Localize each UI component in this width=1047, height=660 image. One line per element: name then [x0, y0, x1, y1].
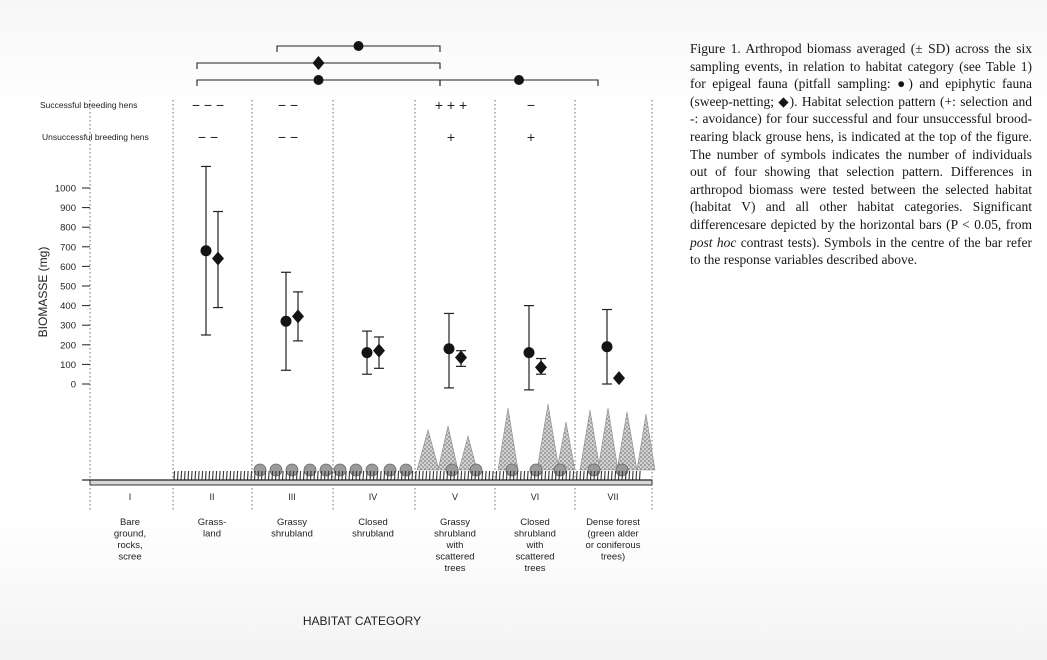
grass-icon — [622, 471, 623, 480]
grass-icon — [209, 471, 210, 480]
grass-icon — [213, 471, 214, 480]
caption-italic-term: post hoc — [690, 234, 737, 250]
grass-icon — [349, 471, 350, 480]
grass-icon — [521, 471, 522, 480]
grass-icon — [216, 471, 217, 480]
grass-icon — [416, 471, 417, 480]
selection-mark: − − — [277, 129, 299, 145]
grass-icon — [577, 471, 578, 480]
tree-icon — [580, 410, 600, 470]
grass-icon — [566, 471, 567, 480]
grass-icon — [230, 471, 231, 480]
grass-icon — [370, 471, 371, 480]
grass-icon — [192, 471, 193, 480]
grass-icon — [262, 471, 263, 480]
grass-icon — [269, 471, 270, 480]
grass-icon — [636, 471, 637, 480]
grass-icon — [573, 471, 574, 480]
category-label: shrubland — [434, 528, 476, 540]
grass-icon — [286, 471, 287, 480]
grass-icon — [290, 471, 291, 480]
category-numeral: II — [209, 492, 215, 502]
grass-icon — [542, 471, 543, 480]
grass-icon — [199, 471, 200, 480]
grass-icon — [549, 471, 550, 480]
grass-icon — [283, 471, 284, 480]
x-axis-title: HABITAT CATEGORY — [302, 614, 422, 628]
grass-icon — [398, 471, 399, 480]
selection-mark: − − — [277, 97, 299, 113]
grass-icon — [181, 471, 182, 480]
selection-mark: + — [446, 129, 456, 145]
grass-icon — [384, 471, 385, 480]
grass-icon — [353, 471, 354, 480]
grass-icon — [451, 471, 452, 480]
data-point-diamond — [292, 309, 304, 323]
grass-icon — [185, 471, 186, 480]
grass-icon — [608, 471, 609, 480]
grass-icon — [496, 471, 497, 480]
grass-icon — [300, 471, 301, 480]
grass-icon — [437, 471, 438, 480]
grass-icon — [640, 471, 641, 480]
grass-icon — [388, 471, 389, 480]
data-point-diamond — [455, 351, 467, 365]
grass-icon — [426, 471, 427, 480]
y-tick-label: 1000 — [54, 183, 76, 195]
grass-icon — [423, 471, 424, 480]
grass-icon — [626, 471, 627, 480]
category-label: shrubland — [514, 528, 556, 540]
grass-icon — [206, 471, 207, 480]
grass-icon — [188, 471, 189, 480]
grass-icon — [241, 471, 242, 480]
grass-icon — [584, 471, 585, 480]
grass-icon — [419, 471, 420, 480]
grass-icon — [328, 471, 329, 480]
tree-icon — [498, 408, 518, 470]
grass-icon — [307, 471, 308, 480]
grass-icon — [405, 471, 406, 480]
grass-icon — [531, 471, 532, 480]
grass-icon — [489, 471, 490, 480]
grass-icon — [363, 471, 364, 480]
grass-icon — [174, 471, 175, 480]
grass-icon — [465, 471, 466, 480]
data-point-circle — [201, 245, 212, 256]
grass-icon — [482, 471, 483, 480]
y-tick-label: 400 — [60, 301, 76, 313]
grass-icon — [223, 471, 224, 480]
y-tick-label: 300 — [60, 320, 76, 332]
category-label: rocks, — [117, 540, 143, 551]
shrub-icon — [366, 464, 378, 476]
grass-icon — [202, 471, 203, 480]
grass-icon — [195, 471, 196, 480]
grass-icon — [311, 471, 312, 480]
grass-icon — [510, 471, 511, 480]
category-numeral: VI — [530, 492, 540, 502]
grass-icon — [570, 471, 571, 480]
tree-icon — [557, 422, 575, 470]
grass-icon — [430, 471, 431, 480]
grass-icon — [402, 471, 403, 480]
tree-icon — [617, 412, 637, 470]
grass-icon — [433, 471, 434, 480]
grass-icon — [591, 471, 592, 480]
grass-icon — [237, 471, 238, 480]
y-tick-label: 500 — [60, 281, 76, 293]
grass-icon — [314, 471, 315, 480]
category-numeral: V — [451, 492, 459, 502]
data-point-diamond — [373, 344, 385, 358]
grass-icon — [346, 471, 347, 480]
grass-icon — [409, 471, 410, 480]
grass-icon — [486, 471, 487, 480]
category-label: Grass- — [197, 517, 227, 528]
grass-icon — [594, 471, 595, 480]
grass-icon — [556, 471, 557, 480]
grass-icon — [325, 471, 326, 480]
selection-mark: − — [526, 97, 536, 113]
category-label: with — [526, 540, 544, 551]
grass-icon — [293, 471, 294, 480]
category-numeral: III — [288, 492, 296, 502]
category-label: Closed — [358, 517, 388, 528]
grass-icon — [234, 471, 235, 480]
grass-icon — [454, 471, 455, 480]
grass-icon — [528, 471, 529, 480]
tree-icon — [417, 430, 439, 470]
grass-icon — [615, 471, 616, 480]
grass-icon — [447, 471, 448, 480]
tree-icon — [537, 404, 559, 470]
data-point-diamond — [535, 360, 547, 374]
grass-icon — [538, 471, 539, 480]
grass-icon — [514, 471, 515, 480]
data-point-circle — [362, 347, 373, 358]
category-label: trees) — [600, 551, 626, 563]
category-label: scattered — [515, 551, 555, 563]
data-point-diamond — [613, 371, 625, 385]
grass-icon — [367, 471, 368, 480]
selection-mark: + — [526, 129, 536, 145]
category-numeral: I — [128, 492, 132, 502]
category-label: land — [203, 528, 221, 540]
grass-icon — [500, 471, 501, 480]
grass-icon — [381, 471, 382, 480]
grass-icon — [468, 471, 469, 480]
caption-text-part1: Figure 1. Arthropod biomass averaged (± SD) across the six sampling events, in relation to habitat category (see Table 1) for epigeal fauna (pitfall sampling: ●) and epiphytic fauna (sweep-netting; ◆). Habitat selection pattern (+: selection and -: avoidance) for four successful and four unsuccessful brood-rearing black grouse hens, is indicated at the top of the figure. The number of symbols indicates the number of individuals out of four showing that selection pattern. Differences in arthropod biomass were tested between the selected habitat (habitat V) and all other habitat categories. Significant differencesare depicted by the horizontal bars (P < 0.05, from — [690, 41, 1032, 232]
grass-icon — [633, 471, 634, 480]
grass-icon — [612, 471, 613, 480]
figure-caption — [690, 40, 1032, 269]
y-tick-label: 700 — [60, 242, 76, 254]
category-label: Grassy — [276, 517, 308, 528]
grass-icon — [244, 471, 245, 480]
category-label: (green alder — [587, 528, 639, 540]
data-point-diamond — [212, 252, 224, 266]
category-label: Closed — [520, 517, 550, 528]
grass-icon — [279, 471, 280, 480]
grass-icon — [563, 471, 564, 480]
grass-icon — [304, 471, 305, 480]
category-label: scattered — [435, 551, 475, 563]
grass-icon — [272, 471, 273, 480]
grass-icon — [178, 471, 179, 480]
y-tick-label: 200 — [60, 340, 76, 352]
grass-icon — [248, 471, 249, 480]
category-numeral: VII — [607, 492, 619, 502]
y-tick-label: 600 — [60, 261, 76, 273]
grass-icon — [220, 471, 221, 480]
grass-icon — [517, 471, 518, 480]
grass-icon — [356, 471, 357, 480]
grass-icon — [255, 471, 256, 480]
category-label: Dense forest — [586, 517, 640, 528]
selection-mark: − − — [197, 129, 219, 145]
y-tick-label: 800 — [60, 222, 76, 234]
selection-row-label: Successful breeding hens — [40, 100, 138, 110]
grass-icon — [535, 471, 536, 480]
grass-icon — [545, 471, 546, 480]
tree-icon — [598, 408, 618, 470]
grass-icon — [391, 471, 392, 480]
grass-icon — [321, 471, 322, 480]
grass-icon — [297, 471, 298, 480]
grass-icon — [601, 471, 602, 480]
shrub-icon — [286, 464, 298, 476]
grass-icon — [559, 471, 560, 480]
y-tick-label: 900 — [60, 203, 76, 215]
grass-icon — [335, 471, 336, 480]
grass-icon — [580, 471, 581, 480]
grass-icon — [251, 471, 252, 480]
y-tick-label: 100 — [60, 359, 76, 371]
category-label: trees — [524, 563, 546, 574]
grass-icon — [598, 471, 599, 480]
selection-mark: − − − — [191, 97, 225, 113]
ground-strip — [90, 480, 652, 485]
category-label: shrubland — [271, 528, 313, 540]
grass-icon — [444, 471, 445, 480]
grass-icon — [265, 471, 266, 480]
category-label: ground, — [113, 528, 147, 540]
grass-icon — [472, 471, 473, 480]
grass-icon — [412, 471, 413, 480]
data-point-circle — [602, 341, 613, 352]
significance-marker-circle — [354, 41, 364, 51]
data-point-circle — [524, 347, 535, 358]
grass-icon — [552, 471, 553, 480]
grass-icon — [374, 471, 375, 480]
grass-icon — [587, 471, 588, 480]
caption-text-part2: contrast tests). Symbols in the centre of the bar refer to the response variables described above. — [690, 234, 1033, 268]
selection-row-label: Unsuccessful breeding hens — [42, 132, 149, 142]
grass-icon — [276, 471, 277, 480]
shrub-icon — [506, 464, 518, 476]
grass-icon — [395, 471, 396, 480]
grass-icon — [524, 471, 525, 480]
grass-icon — [493, 471, 494, 480]
grass-icon — [503, 471, 504, 480]
grass-icon — [461, 471, 462, 480]
grass-icon — [619, 471, 620, 480]
category-label: Grassy — [439, 517, 471, 528]
grass-icon — [258, 471, 259, 480]
category-label: shrubland — [352, 528, 394, 540]
significance-marker-circle — [514, 75, 524, 85]
significance-marker-circle — [314, 75, 324, 85]
grass-icon — [332, 471, 333, 480]
grass-icon — [507, 471, 508, 480]
grass-icon — [342, 471, 343, 480]
data-point-circle — [444, 343, 455, 354]
grass-icon — [605, 471, 606, 480]
category-label: Bare — [119, 517, 141, 528]
shrub-icon — [384, 464, 396, 476]
grass-icon — [440, 471, 441, 480]
grass-icon — [318, 471, 319, 480]
grass-icon — [475, 471, 476, 480]
category-label: or coniferous — [585, 540, 641, 551]
shrub-icon — [254, 464, 266, 476]
category-numeral: IV — [368, 492, 378, 502]
grass-icon — [629, 471, 630, 480]
grass-icon — [458, 471, 459, 480]
category-label: with — [446, 540, 464, 551]
y-axis-title: BIOMASSE (mg) — [36, 246, 50, 338]
grass-icon — [479, 471, 480, 480]
tree-icon — [637, 414, 655, 470]
category-label: scree — [118, 551, 142, 563]
grass-icon — [360, 471, 361, 480]
y-tick-label: 0 — [70, 379, 76, 391]
data-point-circle — [281, 316, 292, 327]
grass-icon — [339, 471, 340, 480]
grass-icon — [227, 471, 228, 480]
significance-marker-diamond — [313, 56, 325, 70]
grass-icon — [377, 471, 378, 480]
tree-icon — [438, 426, 458, 470]
selection-mark: + + + — [434, 97, 468, 113]
category-label: trees — [444, 563, 466, 574]
